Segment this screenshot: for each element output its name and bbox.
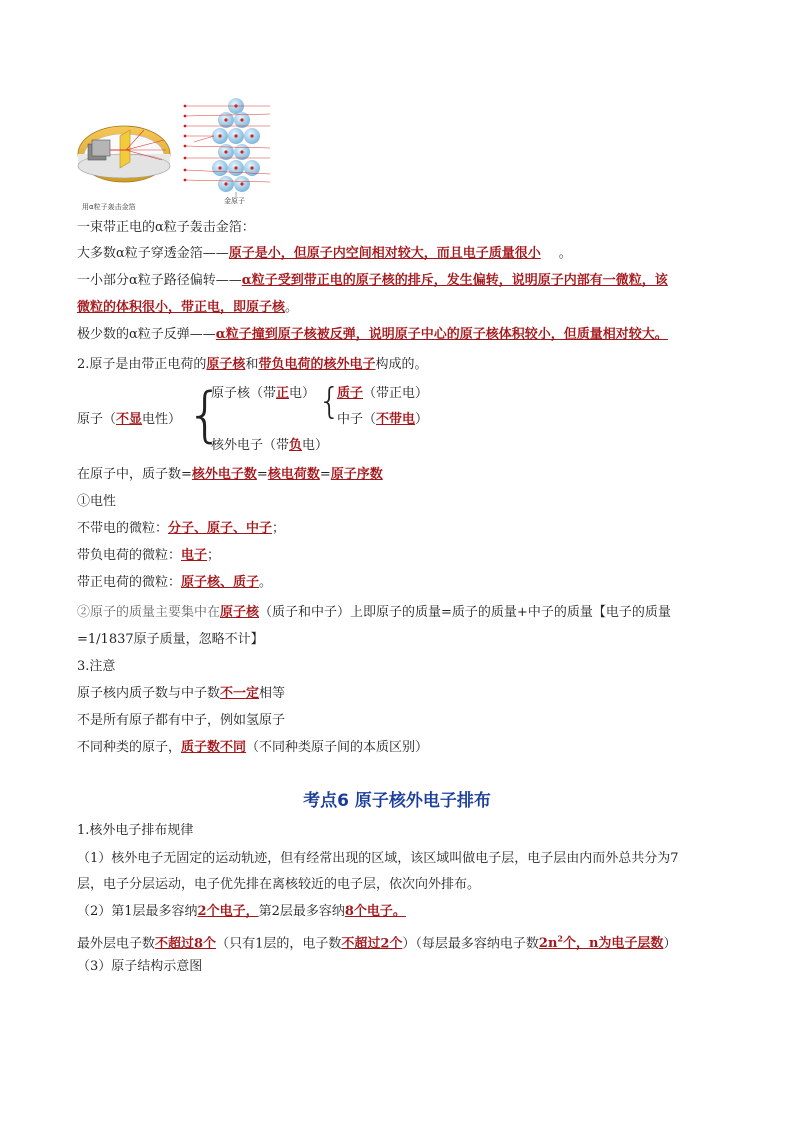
text: 电） — [289, 386, 316, 401]
text-line — [77, 326, 668, 344]
text: 一小部分α粒子路径偏转—— — [77, 273, 242, 288]
text: ； — [207, 548, 221, 563]
answer: 原子核 — [206, 357, 246, 372]
section-heading: 考点6 原子核外电子排布 — [303, 791, 491, 811]
text-line — [77, 574, 272, 592]
scattering-apparatus — [78, 126, 170, 182]
formula-rest: 个，n为电子层数 — [562, 936, 664, 952]
answer: 8个电子。 — [344, 904, 406, 919]
text: 第2层最多容纳 — [258, 904, 345, 919]
text: ）（每层最多容纳电子数 — [402, 936, 539, 952]
text-line — [77, 520, 285, 538]
text-line — [77, 272, 668, 290]
right-brace: { — [318, 381, 341, 422]
text-line — [77, 604, 671, 622]
text: 大多数α粒子穿透金箔—— — [77, 246, 229, 261]
alpha-scattering-figure — [74, 96, 284, 212]
text: 原子核（带 — [211, 386, 277, 401]
text: （质子和中子）上即原子的质量=质子的质量+中子的质量【电子的质量 — [259, 605, 671, 620]
text-line — [77, 299, 298, 317]
text: 不同种类的原子， — [77, 740, 182, 755]
left-brace: { — [186, 380, 225, 450]
tree-neutron — [337, 411, 428, 429]
text: 。 — [285, 300, 299, 315]
answer: 不超过2个 — [341, 936, 403, 952]
text: 2.原子是由带正电荷的 — [77, 357, 207, 372]
gold-atom-label: 金原子 — [224, 197, 245, 205]
text: 电） — [302, 438, 329, 453]
text: 和 — [245, 357, 259, 372]
answer: 原子是小，但原子内空间相对较大，而且电子质量很小 — [228, 246, 541, 261]
text-line: 3.注意 — [77, 659, 116, 674]
text: 。 — [558, 246, 572, 261]
text: 原子核内质子数与中子数 — [77, 686, 221, 701]
text-line: 层，电子分层运动，电子优先排在离核较近的电子层，依次向外排布。 — [77, 877, 481, 892]
text: ②原子的质量主要集中在 — [77, 605, 221, 620]
answer: 核电荷数 — [267, 467, 320, 482]
answer: 不显 — [116, 412, 143, 427]
answer: 原子核 — [220, 605, 260, 620]
text: = — [256, 467, 268, 482]
text: ） — [415, 412, 429, 427]
formula: 2n — [538, 936, 558, 952]
answer: 正 — [276, 386, 290, 401]
text-line — [77, 685, 285, 703]
tree-nucleus — [211, 385, 315, 403]
text: 极少数的α粒子反弹—— — [77, 327, 216, 342]
text: 带负电荷的微粒： — [77, 548, 182, 563]
answer: 原子核、质子 — [181, 575, 260, 590]
answer: 不带电 — [376, 412, 416, 427]
text-line: （3）原子结构示意图 — [77, 959, 203, 974]
answer: 带负电荷的核外电子 — [258, 357, 376, 372]
text: 中子（ — [337, 412, 377, 427]
text-line: 不是所有原子都有中子，例如氢原子 — [77, 713, 286, 728]
answer — [539, 936, 664, 951]
text-line — [77, 739, 428, 757]
text: （只有1层的，电子数 — [216, 936, 342, 952]
answer: 质子数不同 — [181, 740, 247, 755]
answer: 分子、原子、中子 — [168, 521, 273, 536]
text: ； — [272, 521, 286, 536]
text-line: =1/1837原子质量，忽略不计】 — [77, 632, 264, 647]
tree-electron — [211, 437, 328, 455]
text-line: 1.核外电子排布规律 — [77, 823, 194, 838]
answer: 微粒的体积很小，带正电，即原子核 — [77, 300, 286, 315]
text: （不同种类原子间的本质区别） — [246, 740, 429, 755]
text: 在原子中，质子数= — [77, 467, 192, 482]
text: 带正电荷的微粒： — [77, 575, 182, 590]
text-line — [77, 466, 383, 484]
tree-proton — [337, 385, 428, 403]
text-line: ①电性 — [77, 494, 117, 509]
text-line: 一束带正电的α粒子轰击金箔： — [77, 220, 255, 235]
text-line — [77, 547, 220, 565]
figure-caption: 用α粒子轰击金箔 — [82, 203, 136, 211]
text: ） — [663, 936, 677, 952]
text: 。 — [259, 575, 273, 590]
text-line — [77, 930, 676, 953]
text-line — [77, 903, 406, 921]
answer: 质子 — [337, 386, 364, 401]
text: 相等 — [259, 686, 286, 701]
answer: 不一定 — [220, 686, 260, 701]
superscript: 2 — [557, 934, 563, 944]
tree-root — [77, 411, 181, 429]
text: 最外层电子数 — [77, 936, 156, 952]
answer: 原子序数 — [330, 467, 383, 482]
text: （2）第1层最多容纳 — [77, 904, 198, 919]
answer: 负 — [289, 438, 303, 453]
gold-atom-lattice — [184, 98, 270, 197]
text: 电性） — [142, 412, 182, 427]
answer: α粒子受到带正电的原子核的排斥，发生偏转，说明原子内部有一微粒，该 — [241, 273, 668, 288]
text: 核外电子（带 — [211, 438, 290, 453]
answer: 不超过8个 — [155, 936, 217, 952]
text-line — [77, 356, 427, 374]
text-line — [77, 245, 572, 263]
answer: α粒子撞到原子核被反弹，说明原子中心的原子核体积较小，但质量相对较大。 — [215, 327, 668, 342]
text-line: （1）核外电子无固定的运动轨迹，但有经常出现的区域，该区域叫做电子层，电子层由内而外总共分为7 — [77, 851, 679, 866]
text: = — [319, 467, 331, 482]
answer: 核外电子数 — [191, 467, 257, 482]
answer: 电子 — [181, 548, 208, 563]
text: 不带电的微粒： — [77, 521, 169, 536]
text: 构成的。 — [375, 357, 428, 372]
text: 原子（ — [77, 412, 117, 427]
text: （带正电） — [363, 386, 429, 401]
answer: 2个电子， — [197, 904, 259, 919]
